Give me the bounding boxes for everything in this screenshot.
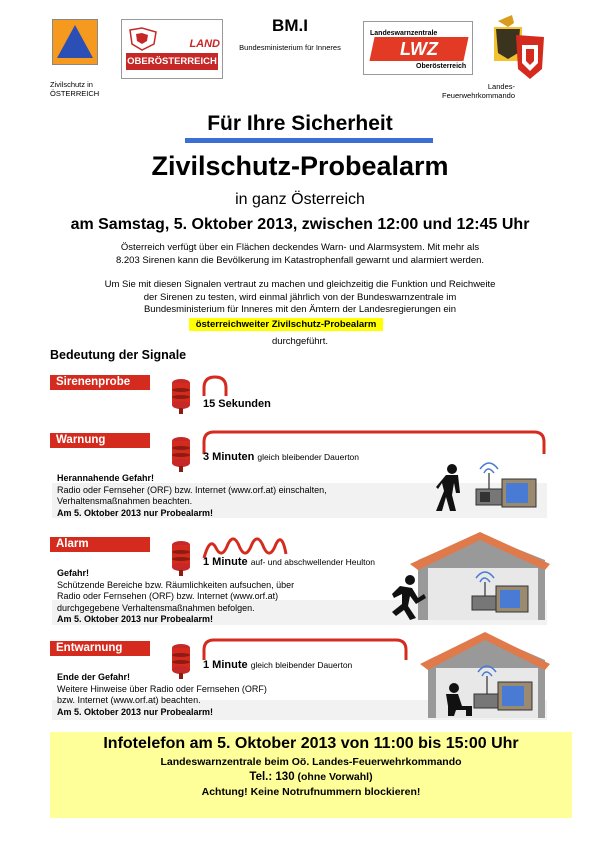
land-ooe-logo bbox=[121, 19, 223, 79]
feuerwehr-caption: Landes- Feuerwehrkommando bbox=[442, 82, 515, 100]
warnung-duration-rest: gleich bleibender Dauerton bbox=[257, 452, 360, 462]
info-title: Infotelefon am 5. Oktober 2013 von 11:00 bis 15:00 Uhr bbox=[103, 735, 519, 752]
radio-tv-icon bbox=[476, 463, 536, 507]
lwz-logo bbox=[363, 21, 473, 75]
lwz-logo-bottom: Oberösterreich bbox=[416, 63, 467, 70]
zivilschutz-caption: Zivilschutz in ÖSTERREICH bbox=[50, 80, 100, 98]
headline-scope: in ganz Österreich bbox=[235, 191, 365, 208]
intro-paragraph-1 bbox=[40, 242, 560, 267]
info-line2 bbox=[50, 770, 572, 785]
coat-of-arms-icon bbox=[128, 26, 158, 52]
warnung-t3: Verhaltensmaßnahmen beachten. bbox=[57, 496, 193, 506]
zivilschutz-triangle-icon bbox=[53, 20, 97, 64]
bmi-title: BM.I bbox=[272, 16, 308, 35]
lwz-logo-top: Landeswarnzentrale bbox=[370, 30, 438, 37]
info-line2-rest: (ohne Vorwahl) bbox=[294, 771, 373, 783]
alarm-duration bbox=[203, 556, 375, 568]
label-sirenenprobe: Sirenenprobe bbox=[50, 375, 150, 390]
entwarnung-text bbox=[57, 672, 347, 718]
warnung-text bbox=[57, 473, 387, 519]
entwarnung-duration-rest: gleich bleibender Dauerton bbox=[250, 660, 353, 670]
kicker-underline bbox=[185, 138, 433, 143]
probe-waveform bbox=[200, 374, 240, 398]
signals-heading: Bedeutung der Signale bbox=[50, 348, 187, 362]
alarm-t3: Radio oder Fernsehen (ORF) bzw. Internet (www.orf.at) bbox=[57, 591, 279, 601]
alarm-t1: Gefahr! bbox=[57, 568, 90, 578]
info-line1: Landeswarnzentrale beim Oö. Landes-Feuerwehrkommando bbox=[160, 756, 462, 768]
feuerwehr-crest bbox=[492, 13, 548, 83]
warnung-t2: Radio oder Fernseher (ORF) bzw. Internet (www.orf.at) einschalten, bbox=[57, 484, 327, 495]
intro-paragraph-2 bbox=[40, 279, 560, 317]
entwarnung-t3: bzw. Internet (www.orf.at) beachten. bbox=[57, 695, 201, 705]
land-logo-top: LAND bbox=[189, 38, 220, 50]
entwarnung-t4: Am 5. Oktober 2013 nur Probealarm! bbox=[57, 706, 214, 717]
alarm-t5: Am 5. Oktober 2013 nur Probealarm! bbox=[57, 614, 214, 624]
entwarnung-t2: Weitere Hinweise über Radio oder Fernsehen (ORF) bbox=[57, 683, 267, 694]
bmi-subtitle: Bundesministerium für Inneres bbox=[239, 43, 341, 52]
warnung-t1: Herannahende Gefahr! bbox=[57, 473, 155, 483]
probe-duration: 15 Sekunden bbox=[203, 398, 271, 410]
intro-p2-line3: Bundesministerium für Inneres mit den Ämtern der Landesregierungen ein bbox=[143, 304, 457, 315]
alarm-t4: durchgegebene Verhaltensmaßnahmen befolgen. bbox=[57, 602, 255, 613]
label-entwarnung: Entwarnung bbox=[50, 641, 150, 656]
headline-title: Zivilschutz-Probealarm bbox=[151, 151, 449, 181]
alarm-t2: Schützende Bereiche bzw. Räumlichkeiten aufsuchen, über bbox=[57, 579, 295, 590]
intro-p1-line2: 8.203 Sirenen kann die Bevölkerung im Katastrophenfall gewarnt und alarmiert werden. bbox=[115, 254, 485, 266]
alarm-scene bbox=[380, 530, 550, 622]
headline-kicker: Für Ihre Sicherheit bbox=[207, 112, 393, 135]
zivilschutz-logo bbox=[52, 19, 98, 65]
warnung-t4: Am 5. Oktober 2013 nur Probealarm! bbox=[57, 507, 214, 518]
info-line3: Achtung! Keine Notrufnummern blockieren! bbox=[201, 786, 421, 798]
intro-p1-line1: Österreich verfügt über ein Flächen deckendes Warn- und Alarmsystem. Mit mehr als bbox=[120, 242, 480, 253]
land-logo-bottom: OBERÖSTERREICH bbox=[126, 53, 218, 70]
label-warnung: Warnung bbox=[50, 433, 150, 448]
intro-highlight: österreichweiter Zivilschutz-Probealarm bbox=[189, 318, 383, 331]
headline-date: am Samstag, 5. Oktober 2013, zwischen 12:00 und 12:45 Uhr bbox=[70, 216, 530, 233]
lwz-logo-mid: LWZ bbox=[400, 39, 438, 59]
entwarnung-scene bbox=[410, 630, 550, 720]
alarm-duration-bold: 1 Minute bbox=[203, 556, 248, 568]
entwarnung-t1: Ende der Gefahr! bbox=[57, 672, 131, 682]
intro-end: durchgeführt. bbox=[272, 336, 328, 347]
entwarnung-duration-bold: 1 Minute bbox=[203, 659, 248, 671]
feuerwehr-crest-icon bbox=[492, 13, 548, 83]
intro-p2-line2: der Sirenen zu testen, wird einmal jährlich von der Bundeswarnzentrale im bbox=[143, 291, 457, 303]
info-line2-bold: Tel.: 130 bbox=[249, 771, 295, 783]
person-walking-icon bbox=[436, 464, 460, 511]
warnung-scene bbox=[432, 455, 542, 515]
warnung-duration-bold: 3 Minuten bbox=[203, 451, 255, 463]
alarm-duration-rest: auf- und abschwellender Heulton bbox=[250, 557, 375, 567]
siren-icon bbox=[168, 378, 194, 414]
alarm-text bbox=[57, 568, 347, 626]
siren-icon bbox=[168, 436, 194, 472]
info-box bbox=[50, 732, 572, 818]
warnung-duration bbox=[203, 451, 359, 463]
label-alarm: Alarm bbox=[50, 537, 150, 552]
entwarnung-duration bbox=[203, 659, 352, 671]
intro-p2-line1: Um Sie mit diesen Signalen vertraut zu machen und gleichzeitig die Funktion und Reichweite bbox=[104, 279, 496, 290]
